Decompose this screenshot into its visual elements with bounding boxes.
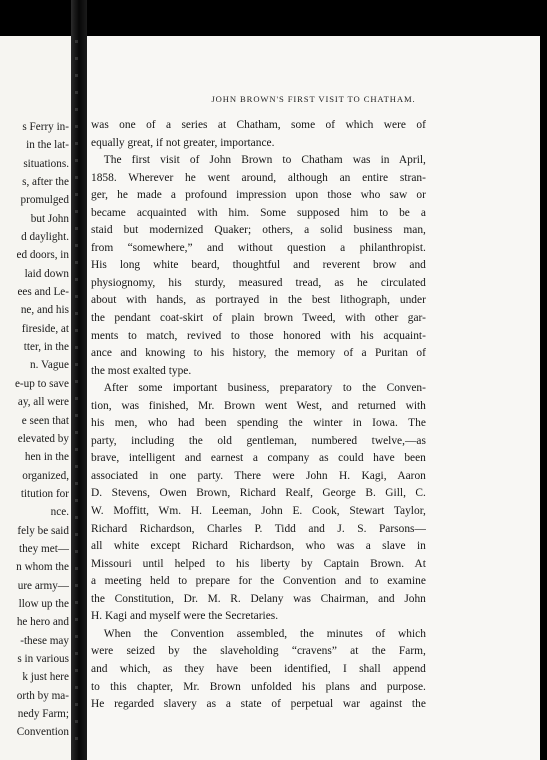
- previous-page-fragment: [0, 36, 71, 760]
- text-line: 1858. Wherever he went around, although an entire stran-: [91, 170, 426, 184]
- text-line: about with hands, as portrayed in the best lithograph, under: [91, 293, 426, 307]
- text-line: party, including the old gentleman, numbered twelve,—as: [91, 433, 426, 447]
- text-line: organized,: [22, 469, 69, 482]
- text-line: all white except Richard Richardson, who was a slave in: [91, 539, 426, 553]
- text-line: associated in one party. There were John H. Kagi, Aaron: [91, 468, 426, 482]
- book-gutter: [71, 0, 87, 760]
- gutter-binding-marks: [75, 40, 78, 740]
- text-line: d daylight.: [21, 231, 69, 244]
- text-line: titution for: [20, 487, 69, 500]
- text-line: became acquainted with him. Some supposed him to be a: [91, 205, 426, 219]
- text-line: situations.: [23, 157, 69, 170]
- text-line: nedy Farm;: [17, 708, 69, 720]
- text-line: n. Vague: [30, 359, 69, 372]
- text-line: the most exalted type.: [91, 363, 192, 377]
- text-line: -these may: [20, 634, 69, 647]
- text-line: orth by ma-: [16, 689, 69, 702]
- text-line: from “somewhere,” and without question a philanthropist.: [91, 240, 426, 254]
- text-line: e seen that: [21, 414, 69, 427]
- text-line: ger, he made a profound impression upon those who saw or: [91, 188, 426, 202]
- text-line: a meeting held to prepare for the Convention and to examine: [91, 574, 426, 588]
- text-line: He regarded slavery as a state of perpetual war against the: [91, 697, 426, 711]
- text-line: Convention: [16, 726, 69, 739]
- text-line: but John: [30, 212, 69, 225]
- text-line: was one of a series at Chatham, some of which were of: [91, 118, 426, 131]
- text-line: the Constitution, Dr. M. R. Delany was Chairman, and John: [91, 591, 426, 605]
- text-line: brave, intelligent and earnest a company as could have been: [91, 451, 426, 465]
- text-line: staid but modernized Quaker; others, a solid business man,: [91, 223, 426, 237]
- text-line: ay, all were: [17, 396, 69, 409]
- text-line: tion, was finished, Mr. Brown went West, and returned with: [91, 398, 426, 412]
- text-line: ne, and his: [20, 304, 69, 317]
- text-line: llow up the: [18, 597, 69, 610]
- text-line: W. Moffitt, Wm. H. Leeman, John E. Cook, Stewart Taylor,: [91, 504, 426, 518]
- text-line: When the Convention assembled, the minutes of which: [103, 626, 426, 640]
- previous-page-text: [0, 118, 69, 742]
- text-line: k just here: [22, 671, 69, 684]
- text-line: fely be said: [17, 524, 69, 537]
- text-line: he hero and: [16, 616, 69, 629]
- text-line: The first visit of John Brown to Chatham was in April,: [103, 153, 426, 167]
- text-line: his men, who had been spending the winter in Iowa. The: [91, 416, 426, 430]
- text-line: in the lat-: [26, 139, 69, 152]
- text-line: the pendant coat-skirt of plain brown Tweed, with other gar-: [91, 311, 426, 325]
- text-line: e-up to save: [14, 377, 69, 390]
- text-line: to this chapter, Mr. Brown unfolded his plans and purpose.: [91, 679, 426, 693]
- text-line: s in various: [17, 652, 69, 665]
- text-line: were seized by the slaveholding “cravens” at the Farm,: [91, 644, 426, 658]
- text-line: ure army—: [17, 579, 69, 592]
- text-line: fireside, at: [21, 322, 69, 335]
- text-line: ance and knowing to his history, the memory of a Puritan of: [91, 346, 426, 360]
- text-line: equally great, if not greater, importance.: [91, 135, 275, 149]
- text-line: s Ferry in-: [22, 121, 69, 133]
- text-line: ees and Le-: [17, 286, 69, 299]
- text-line: elevated by: [17, 432, 69, 445]
- text-line: D. Stevens, Owen Brown, Richard Realf, George B. Gill, C.: [91, 486, 426, 500]
- main-page: [87, 36, 540, 760]
- text-line: His long white beard, thoughtful and reverent brow and: [91, 258, 426, 272]
- text-line: n whom the: [16, 561, 69, 574]
- text-line: H. Kagi and myself were the Secretaries.: [91, 609, 279, 623]
- text-line: promulged: [20, 194, 69, 207]
- text-line: physiognomy, his sturdy, measured tread, as he circulated: [91, 275, 426, 289]
- text-line: ed doors, in: [16, 249, 69, 262]
- text-line: tter, in the: [23, 341, 69, 354]
- text-line: After some important business, preparatory to the Conven-: [103, 381, 426, 395]
- text-line: hen in the: [24, 451, 69, 464]
- text-line: and which, as they have been identified, I shall append: [91, 661, 426, 675]
- text-line: they met—: [18, 542, 69, 555]
- text-line: ments to match, revived to those honored with his acquaint-: [91, 328, 426, 342]
- text-line: s, after the: [22, 176, 69, 189]
- page-body-text: [91, 116, 426, 713]
- text-line: laid down: [24, 267, 69, 280]
- text-line: Missouri until helped to his liberty by Captain Brown. At: [91, 556, 426, 570]
- running-head: JOHN BROWN'S FIRST VISIT TO CHATHAM.: [211, 94, 416, 104]
- text-line: nce.: [50, 506, 69, 519]
- text-line: Richard Richardson, Charles P. Tidd and J. S. Parsons—: [91, 521, 426, 535]
